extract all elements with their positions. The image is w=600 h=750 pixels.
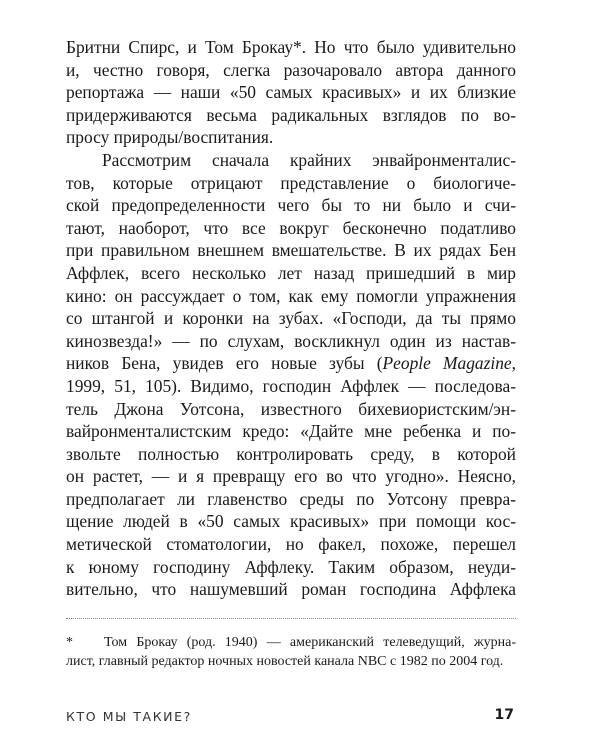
text-line: придерживаются весьма радикальных взглядов по во- xyxy=(66,104,516,125)
citation-prefix: ников Бена, увидев его новые зубы ( xyxy=(66,353,383,374)
text-line: вайронменталистским кредо: «Дайте мне ребенка и по- xyxy=(66,421,516,442)
text-line: Рассмотрим сначала крайних энвайронменталис- xyxy=(102,149,516,170)
body-text xyxy=(66,36,516,601)
footnote-marker: * xyxy=(66,635,73,650)
citation-suffix: , xyxy=(511,353,517,374)
text-line: кино: он рассуждает о том, как ему помогли упражнения xyxy=(66,285,516,306)
text-line: к юному господину Аффлеку. Таким образом, неуди- xyxy=(66,556,516,577)
footnote xyxy=(66,633,516,671)
text-line: тают, наоборот, что все вокруг бесконечно податливо xyxy=(66,217,516,238)
text-line: просу природы/воспитания. xyxy=(66,127,274,148)
text-line: 1999, 51, 105). Видимо, господин Аффлек — последова- xyxy=(66,375,516,396)
text-line: ской предопределенности чего бы то ни было и счи- xyxy=(66,195,516,216)
text-line: тель Джона Уотсона, известного бихевиористским/эн- xyxy=(66,398,516,419)
magazine-title: People Magazine xyxy=(382,353,512,374)
text-line: предполагает ли главенство среды по Уотсону превра- xyxy=(66,488,516,509)
text-line: вительно, что нашумевший роман господина Аффлека xyxy=(66,579,516,600)
text-line: и, честно говоря, слегка разочаровало автора данного xyxy=(66,59,516,80)
text-line: тов, которые отрицают представление о биологиче- xyxy=(66,172,516,193)
page-number: 17 xyxy=(494,707,514,723)
text-line: при правильном внешнем вмешательстве. В их рядах Бен xyxy=(66,240,516,261)
text-line: Бритни Спирс, и Том Брокау*. Но что было удивительно xyxy=(66,37,516,57)
text-line-with-citation xyxy=(66,352,516,375)
footnote-line xyxy=(66,633,516,652)
footnote-divider xyxy=(66,618,516,619)
text-line: метической стоматологии, но факел, похоже, перешел xyxy=(66,534,516,555)
text-line: он растет, — и я превращу его во что угодно». Неясно, xyxy=(66,466,516,487)
text-line: звольте полностью контролировать среду, в которой xyxy=(66,443,516,464)
text-line: щение людей в «50 самых красивых» при помощи кос- xyxy=(66,511,516,532)
footnote-line: лист, главный редактор ночных новостей канала NBC с 1982 по 2004 год. xyxy=(66,654,504,669)
footnote-text: Том Брокау (род. 1940) — американский телеведущий, журна- xyxy=(104,635,516,650)
running-head: КТО МЫ ТАКИЕ? xyxy=(66,709,192,724)
text-line: Аффлек, всего несколько лет назад пришедший в мир xyxy=(66,262,516,283)
text-line: кинозвезда!» — по слухам, воскликнул один из настав- xyxy=(66,330,516,351)
text-line: репортажа — наши «50 самых красивых» и их близкие xyxy=(66,82,516,103)
text-line: со штангой и коронки на зубах. «Господи, да ты прямо xyxy=(66,308,516,329)
